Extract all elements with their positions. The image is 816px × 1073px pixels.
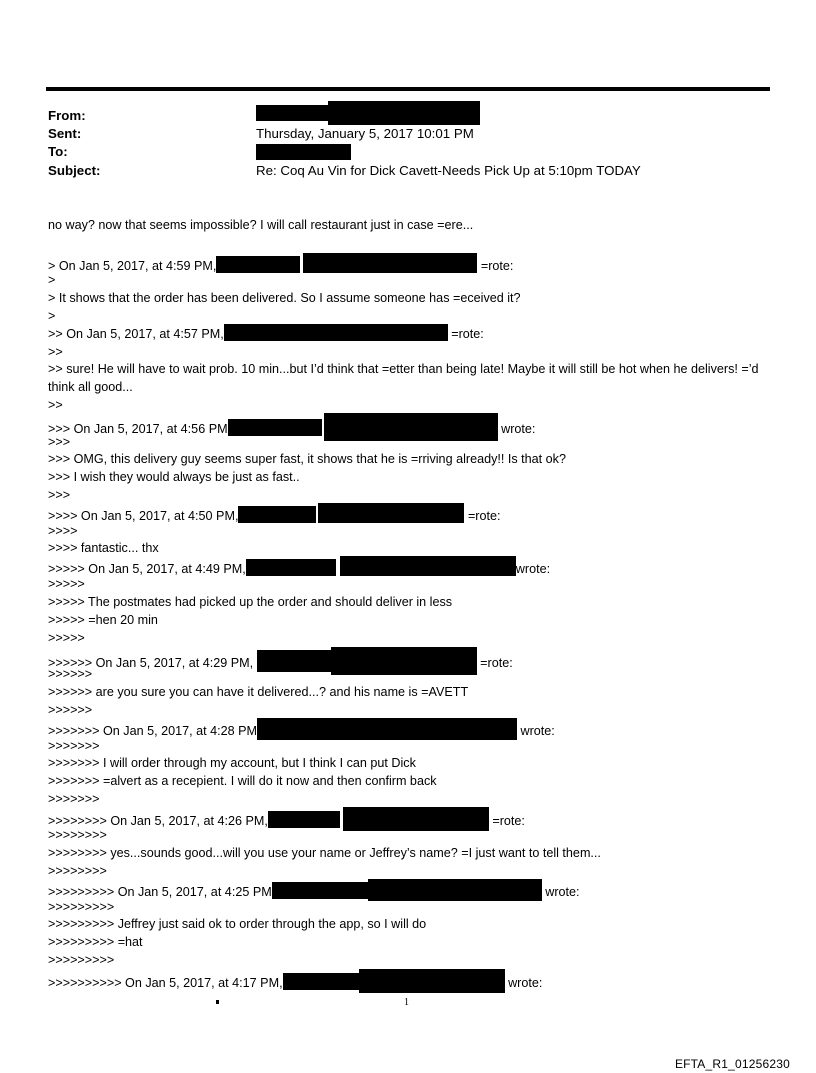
email-redaction [303, 253, 477, 273]
body-line: >> [48, 398, 63, 412]
quote-header-tail: wrote: [501, 422, 536, 436]
sender-redaction [268, 811, 340, 828]
body-line: >>>>>>> [48, 792, 100, 806]
email-redaction [368, 879, 542, 901]
body-line: >>>>>> [48, 703, 93, 717]
body-line: >>>>> =hen 20 min [48, 613, 158, 627]
sender-redaction [224, 324, 300, 341]
to-label: To: [48, 144, 68, 159]
quote-header-tail: wrote: [508, 976, 543, 990]
body-line: >>>>> [48, 577, 85, 591]
email-redaction [359, 969, 505, 993]
footer-mark [216, 1000, 219, 1004]
body-line: >>> [48, 488, 71, 502]
body-line: >>>>>> [48, 667, 93, 681]
body-line: >>> [48, 435, 71, 449]
body-line: >>>>>>>>> =hat [48, 935, 143, 949]
quote-header [48, 503, 501, 525]
body-line: >>>> fantastic... thx [48, 541, 159, 555]
quote-header-text: >>>>>>>> On Jan 5, 2017, at 4:26 PM, [48, 814, 268, 828]
quote-header [48, 807, 525, 831]
page-number: 1 [404, 997, 409, 1008]
body-line: >>>>>>>> [48, 864, 107, 878]
subject-label: Subject: [48, 163, 101, 178]
from-redaction [328, 101, 480, 125]
quote-header [48, 647, 513, 675]
sender-redaction [257, 718, 517, 740]
sent-label: Sent: [48, 126, 82, 141]
body-line: >> sure! He will have to wait prob. 10 min...but I’d think that =etter than being late! Maybe it will still be hot when he delivers! =’d think all good... [48, 362, 759, 394]
quote-header [48, 969, 542, 993]
to-redaction [256, 144, 351, 160]
quote-header [48, 718, 555, 740]
email-redaction [318, 503, 464, 523]
quote-header-text: > On Jan 5, 2017, at 4:59 PM, [48, 259, 217, 273]
quote-header-text: >>>>>>>>>> On Jan 5, 2017, at 4:17 PM, [48, 976, 283, 990]
quote-header-tail: =rote: [451, 327, 484, 341]
body-line: >>>>>>> =alvert as a recepient. I will do it now and then confirm back [48, 774, 437, 788]
body-line: >>>>>>>> yes...sounds good...will you use your name or Jeffrey’s name? =I just want to tell them... [48, 846, 601, 860]
sender-redaction [216, 256, 300, 273]
sender-redaction [228, 419, 322, 436]
email-redaction [324, 413, 498, 441]
body-line: > [48, 309, 56, 323]
quote-header-tail: wrote: [545, 885, 580, 899]
body-line: >>>>>>> [48, 739, 100, 753]
quote-header-tail: wrote: [520, 724, 555, 738]
sender-redaction [257, 650, 331, 672]
quote-header-text: >>>>>> On Jan 5, 2017, at 4:29 PM, [48, 656, 254, 670]
body-line: >>>>> The postmates had picked up the order and should deliver in less [48, 595, 453, 609]
quote-header-text: >> On Jan 5, 2017, at 4:57 PM, [48, 327, 224, 341]
quote-header-text: >>>>>>>>> On Jan 5, 2017, at 4:25 PM [48, 885, 272, 899]
sender-redaction [246, 559, 336, 576]
body-line: >>>>>>>> [48, 828, 107, 842]
sent-value: Thursday, January 5, 2017 10:01 PM [256, 126, 474, 141]
email-redaction [340, 556, 516, 576]
bates-number: EFTA_R1_01256230 [674, 1057, 790, 1071]
body-line: >>> I wish they would always be just as fast.. [48, 470, 300, 484]
sender-redaction [283, 973, 359, 990]
body-line: no way? now that seems impossible? I will call restaurant just in case =ere... [48, 218, 474, 232]
email-redaction [343, 807, 489, 831]
email-redaction [300, 324, 448, 341]
quote-header-text: >>>>> On Jan 5, 2017, at 4:49 PM, [48, 562, 246, 576]
body-line: >>>>>>>>> [48, 900, 115, 914]
quote-header [48, 879, 580, 901]
quote-header-tail: =rote: [492, 814, 525, 828]
body-line: >>>>>>>>> [48, 953, 115, 967]
header-rule [46, 87, 770, 91]
from-label: From: [48, 108, 86, 123]
body-line: >>>>>>> I will order through my account, but I think I can put Dick [48, 756, 416, 770]
quote-header-text: >>>>>>> On Jan 5, 2017, at 4:28 PM [48, 724, 258, 738]
quote-header-text: >>>> On Jan 5, 2017, at 4:50 PM, [48, 509, 239, 523]
quote-header-text: >>> On Jan 5, 2017, at 4:56 PM [48, 422, 228, 436]
body-line: >>>>>>>>> Jeffrey just said ok to order through the app, so I will do [48, 917, 427, 931]
quote-header [48, 253, 513, 275]
from-redaction [256, 105, 328, 121]
body-line: >> [48, 345, 63, 359]
quote-header [48, 556, 550, 578]
quote-header-tail: =rote: [467, 509, 501, 523]
quote-header-tail: =rote: [480, 259, 514, 273]
quote-header-tail: =rote: [480, 656, 513, 670]
email-redaction [331, 647, 477, 675]
sender-redaction [238, 506, 316, 523]
subject-value: Re: Coq Au Vin for Dick Cavett-Needs Pick Up at 5:10pm TODAY [256, 163, 641, 178]
body-line: > [48, 273, 56, 287]
quote-header [48, 413, 535, 441]
body-line: > It shows that the order has been delivered. So I assume someone has =eceived it? [48, 291, 521, 305]
quote-header [48, 324, 484, 343]
body-line: >>>>>> are you sure you can have it delivered...? and his name is =AVETT [48, 685, 469, 699]
body-line: >>>> [48, 524, 78, 538]
body-line: >>>>> [48, 631, 85, 645]
quote-header-tail: wrote: [515, 562, 551, 576]
body-line: >>> OMG, this delivery guy seems super fast, it shows that he is =rriving already!! Is that ok? [48, 452, 566, 466]
sender-redaction [272, 882, 368, 899]
